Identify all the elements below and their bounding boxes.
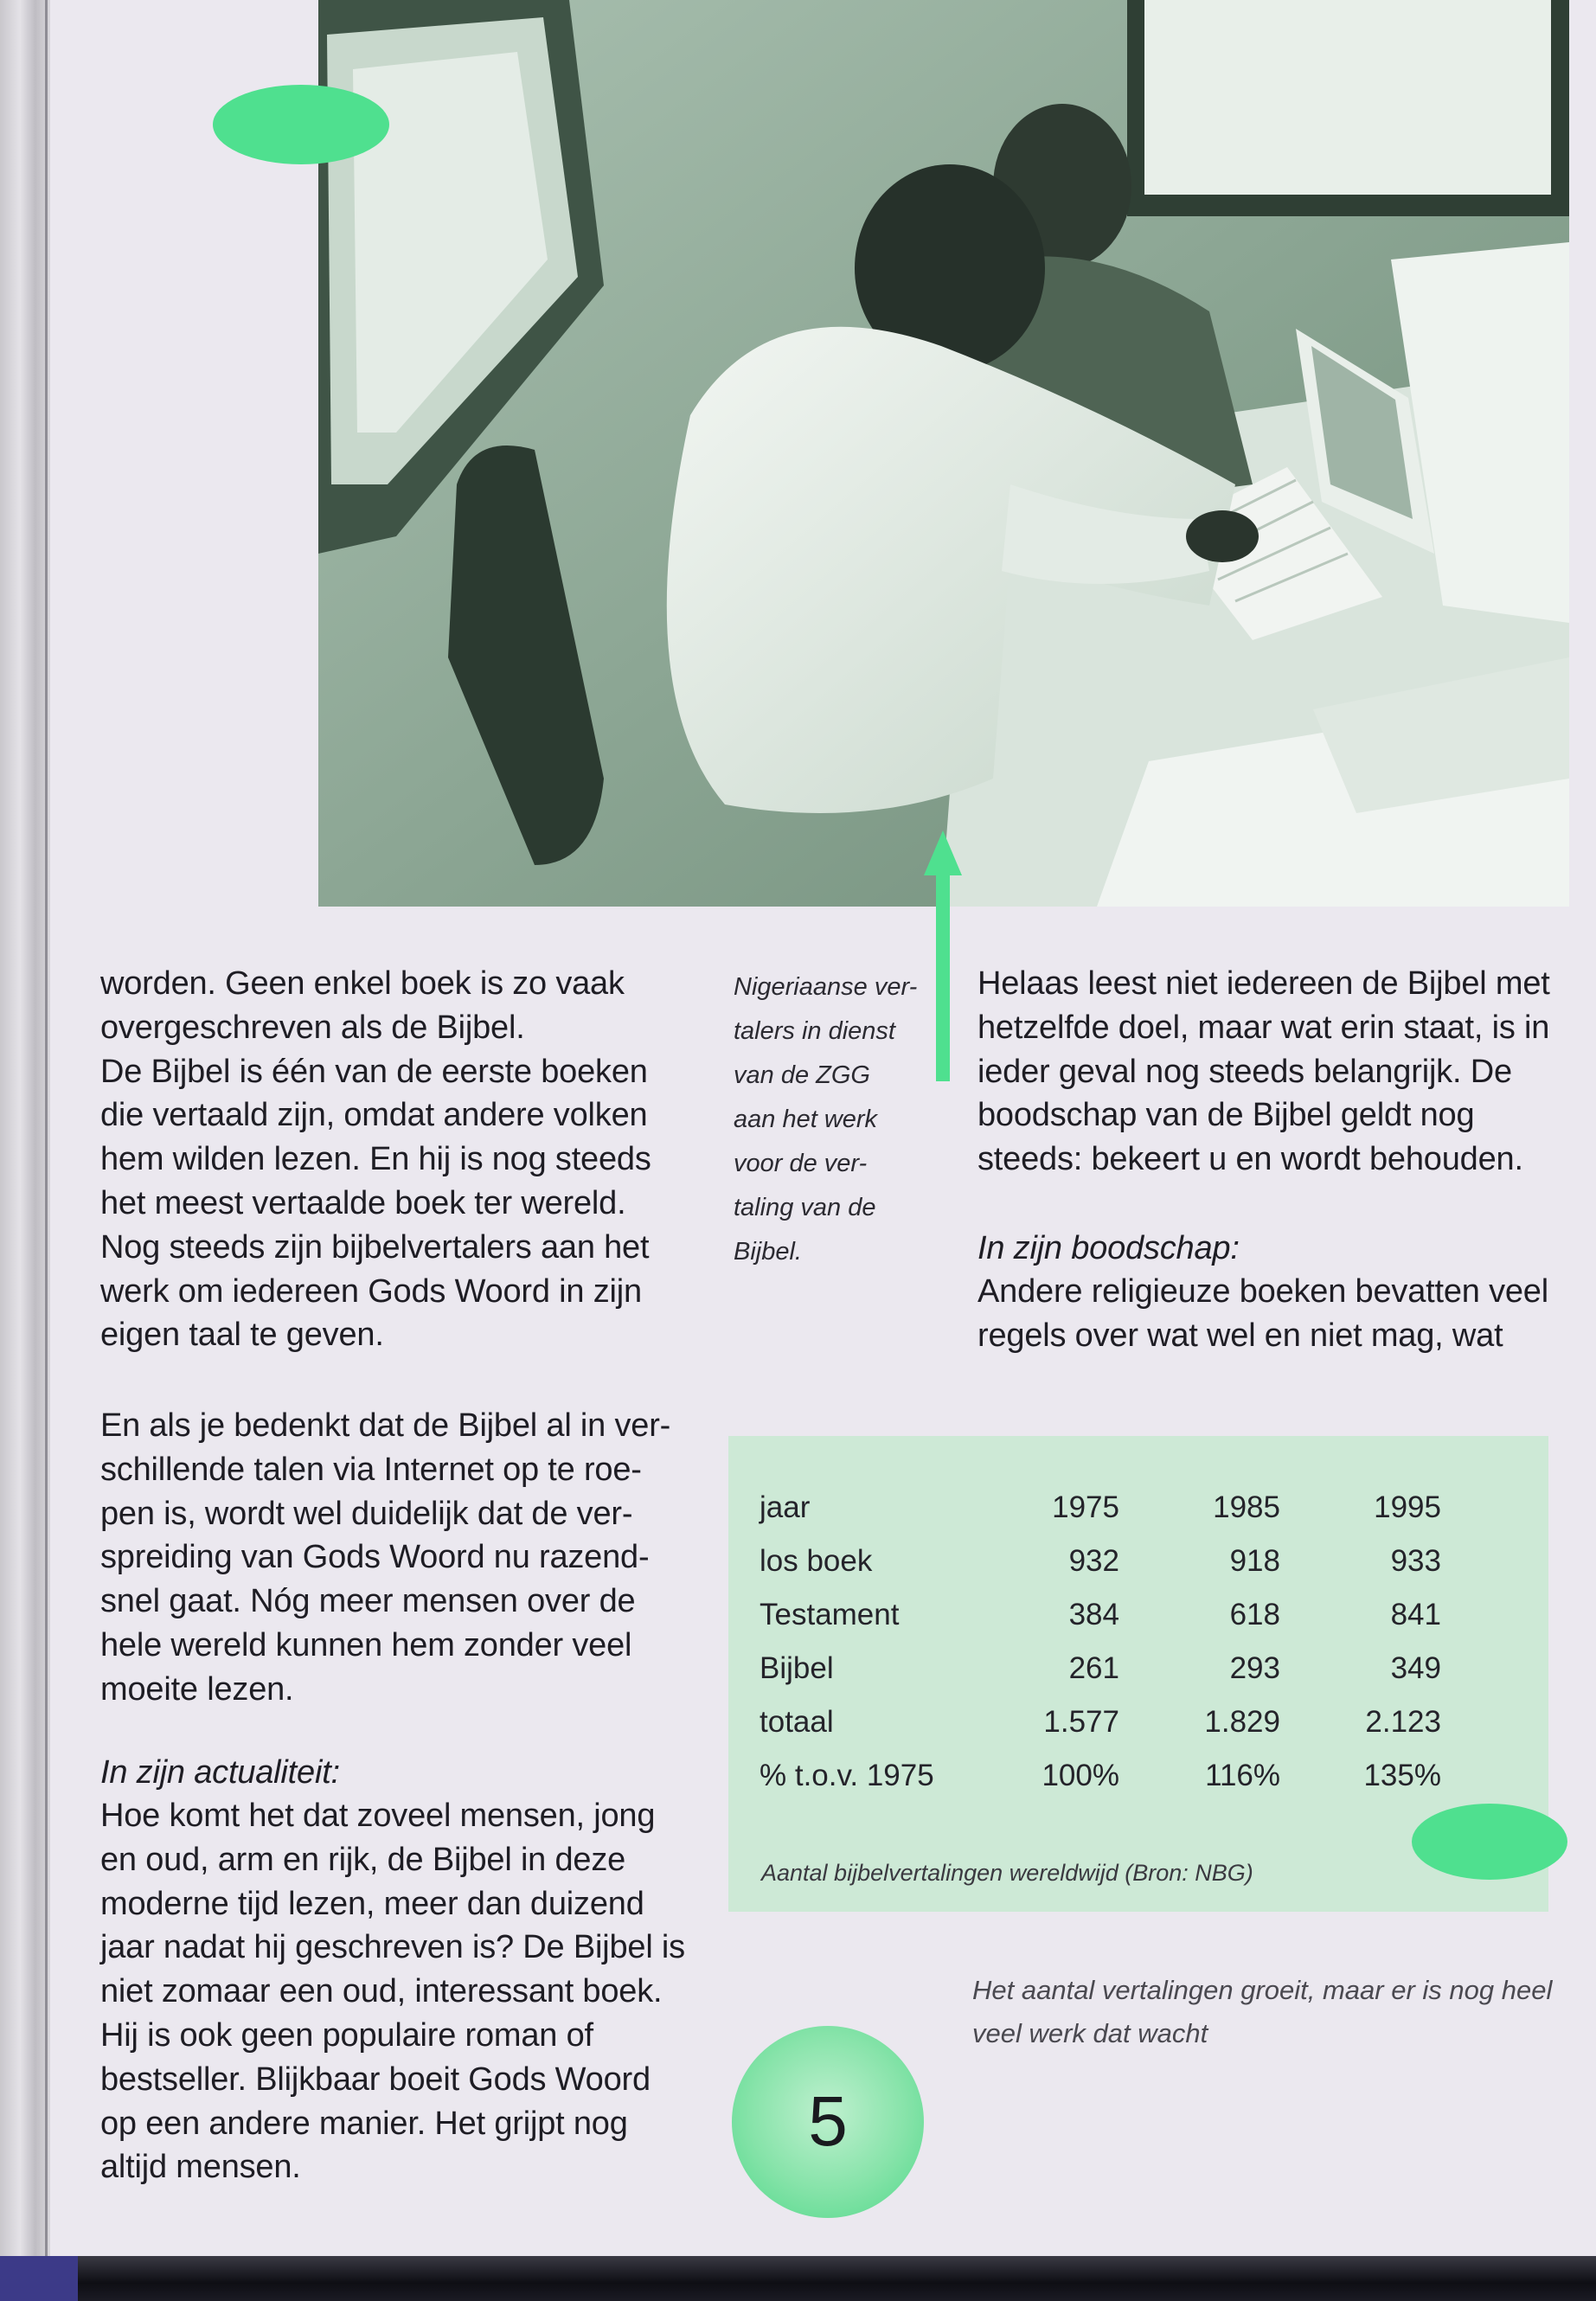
caption-line: van de ZGG [734, 1061, 870, 1089]
page-number: 5 [808, 2082, 848, 2161]
text-line: moeite lezen. [100, 1670, 294, 1708]
table-cell: 116% [1205, 1759, 1280, 1792]
caption-line: voor de ver- [734, 1150, 868, 1177]
green-oval-decoration [1412, 1804, 1567, 1880]
table-cell: 918 [1229, 1544, 1280, 1578]
text-line: hele wereld kunnen hem zonder veel [100, 1626, 632, 1663]
text-line: worden. Geen enkel boek is zo vaak [100, 965, 625, 1002]
table-cell: 349 [1390, 1651, 1441, 1685]
text-line: bestseller. Blijkbaar boeit Gods Woord [100, 2061, 651, 2098]
table-cell: 932 [1068, 1544, 1119, 1578]
text-line: moderne tijd lezen, meer dan duizend [100, 1885, 644, 1922]
text-line: en oud, arm en rijk, de Bijbel in deze [100, 1841, 626, 1878]
table-cell: los boek [760, 1544, 873, 1578]
table-cell: 841 [1390, 1598, 1441, 1631]
table-cell: Testament [760, 1598, 900, 1631]
caption-line: aan het werk [734, 1106, 878, 1133]
text-line: overgeschreven als de Bijbel. [100, 1009, 525, 1046]
text-line: boodschap van de Bijbel geldt nog [977, 1097, 1475, 1134]
text-line: Andere religieuze boeken bevatten veel [977, 1273, 1548, 1310]
left-paragraph-2 [100, 1404, 697, 1712]
right-paragraph-1 [977, 962, 1566, 1182]
table-cell: 1975 [1052, 1490, 1119, 1524]
text-line: ieder geval nog steeds belangrijk. De [977, 1053, 1512, 1090]
text-line: En als je bedenkt dat de Bijbel al in ver- [100, 1407, 671, 1444]
bottom-edge-accent [0, 2256, 78, 2301]
table-cell: % t.o.v. 1975 [760, 1759, 934, 1792]
table-cell: 1995 [1374, 1490, 1441, 1524]
text-line: spreiding van Gods Woord nu razend- [100, 1539, 650, 1576]
table-cell: 100% [1042, 1759, 1119, 1792]
text-line: jaar nadat hij geschreven is? De Bijbel is [100, 1929, 685, 1966]
right-heading [977, 1227, 1566, 1271]
table-note [972, 1969, 1552, 2055]
table-cell: 384 [1068, 1598, 1119, 1631]
left-heading [100, 1751, 697, 1795]
section-heading: In zijn boodschap: [977, 1230, 1240, 1266]
table-row [760, 1695, 1441, 1749]
spine-edge [45, 0, 48, 2301]
text-line: altijd mensen. [100, 2149, 301, 2186]
note-line: Het aantal vertalingen groeit, maar er is nog heel [972, 1975, 1553, 2005]
left-paragraph-1 [100, 962, 697, 1357]
translations-table [760, 1481, 1441, 1803]
table-cell: 2.123 [1365, 1705, 1441, 1739]
text-line: regels over wat wel en niet mag, wat [977, 1317, 1503, 1354]
table-row [760, 1642, 1441, 1695]
left-paragraph-3 [100, 1794, 697, 2189]
caption-line: taling van de [734, 1194, 876, 1221]
table-cell: 1.829 [1204, 1705, 1280, 1739]
right-paragraph-2 [977, 1270, 1566, 1358]
text-line: Hoe komt het dat zoveel mensen, jong [100, 1798, 656, 1834]
text-line: eigen taal te geven. [100, 1317, 384, 1354]
text-line: De Bijbel is één van de eerste boeken [100, 1053, 648, 1090]
book-spine [0, 0, 50, 2301]
section-heading: In zijn actualiteit: [100, 1754, 340, 1791]
photo-illustration [318, 0, 1569, 907]
table-cell: totaal [760, 1705, 834, 1739]
note-line: veel werk dat wacht [972, 2018, 1208, 2048]
table-cell: 1985 [1213, 1490, 1280, 1524]
page-number-badge [732, 2026, 924, 2218]
text-line: Nog steeds zijn bijbelvertalers aan het [100, 1228, 650, 1266]
caption-line: talers in dienst [734, 1017, 895, 1045]
table-caption: Aantal bijbelvertalingen wereldwijd (Bron: NBG) [761, 1860, 1253, 1886]
text-line: hetzelfde doel, maar wat erin staat, is in [977, 1009, 1550, 1046]
caption-line: Bijbel. [734, 1238, 802, 1266]
table-row [760, 1749, 1441, 1803]
table-cell: 293 [1229, 1651, 1280, 1685]
green-oval-decoration [213, 85, 389, 164]
text-line: niet zomaar een oud, interessant boek. [100, 1973, 663, 2010]
table-cell: 1.577 [1043, 1705, 1119, 1739]
table-cell: Bijbel [760, 1651, 834, 1685]
text-line: Helaas leest niet iedereen de Bijbel met [977, 965, 1550, 1002]
text-line: die vertaald zijn, omdat andere volken [100, 1097, 648, 1134]
text-line: werk om iedereen Gods Woord in zijn [100, 1272, 642, 1310]
table-cell: 135% [1363, 1759, 1441, 1792]
table-cell: 933 [1390, 1544, 1441, 1578]
text-line: steeds: bekeert u en wordt behouden. [977, 1141, 1523, 1178]
table-cell: jaar [760, 1490, 811, 1524]
text-line: schillende talen via Internet op te roe- [100, 1451, 642, 1488]
translators-photo [318, 0, 1569, 907]
text-line: Hij is ook geen populaire roman of [100, 2016, 593, 2054]
table-row [760, 1588, 1441, 1642]
photo-caption [734, 965, 933, 1274]
text-line: snel gaat. Nóg meer mensen over de [100, 1583, 636, 1620]
table-header-row [760, 1481, 1441, 1535]
bottom-edge-bar [0, 2256, 1596, 2301]
table-row [760, 1535, 1441, 1588]
text-line: het meest vertaalde boek ter wereld. [100, 1184, 626, 1221]
caption-line: Nigeriaanse ver- [734, 973, 918, 1001]
text-line: op een andere manier. Het grijpt nog [100, 2105, 628, 2142]
text-line: hem wilden lezen. En hij is nog steeds [100, 1141, 651, 1178]
table-cell: 618 [1229, 1598, 1280, 1631]
table-cell: 261 [1068, 1651, 1119, 1685]
text-line: pen is, wordt wel duidelijk dat de ver- [100, 1495, 633, 1532]
